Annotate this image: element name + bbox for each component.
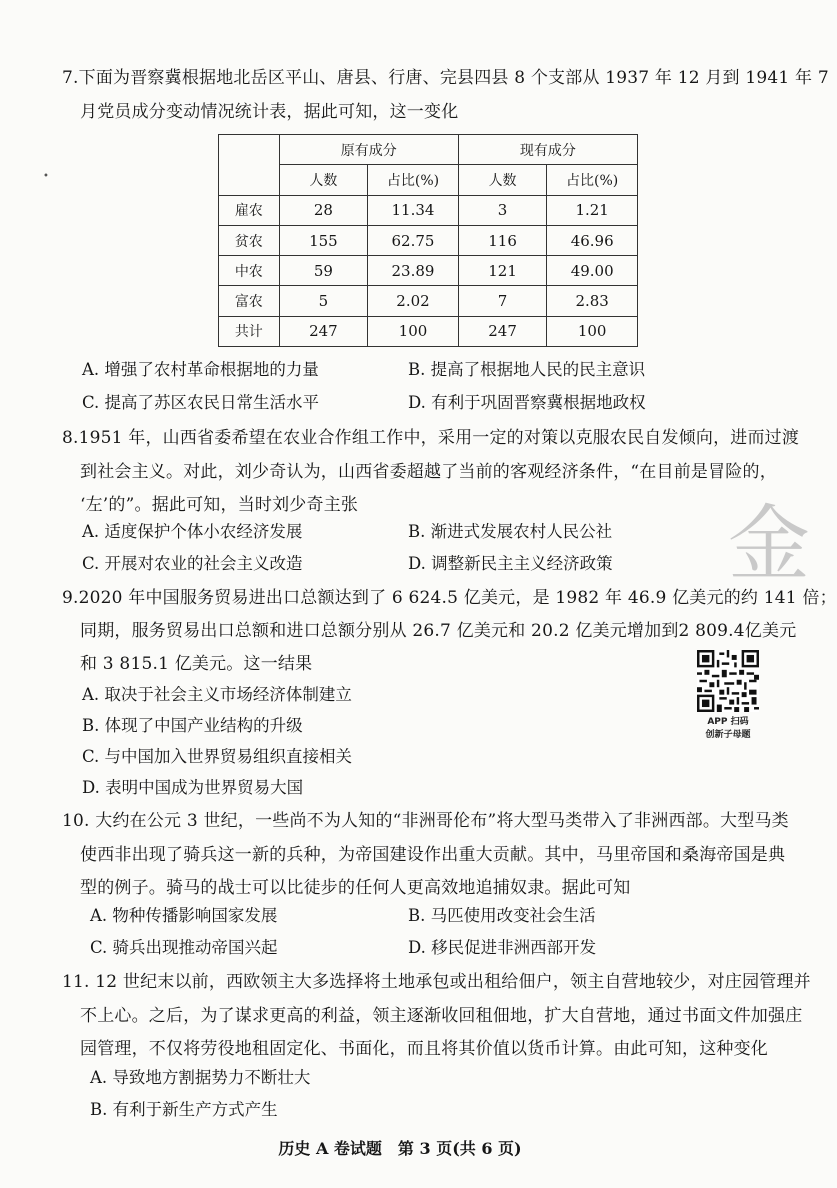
q9-option-d[interactable]: D. 表明中国成为世界贸易大国 [82, 778, 304, 797]
q11-stem-line-1: 11. 12 世纪末以前，西欧领主大多选择将土地承包或出租给佃户，领主自营地较少，对庄园管理并 [62, 972, 811, 992]
cell: 46.96 [547, 225, 638, 255]
row-label: 雇农 [219, 195, 280, 225]
q11-stem-line-2: 不上心。之后，为了谋求更高的利益，领主逐渐收回租佃地，扩大自营地，通过书面文件加强庄 [80, 1006, 803, 1026]
q9-option-c[interactable]: C. 与中国加入世界贸易组织直接相关 [82, 747, 353, 766]
cell: 3 [458, 195, 547, 225]
qr-code-block[interactable] [690, 650, 766, 742]
cell: 23.89 [368, 256, 459, 286]
cell: 100 [547, 316, 638, 346]
cell: 2.02 [368, 286, 459, 316]
q10-stem-line-2: 使西非出现了骑兵这一新的兵种，为帝国建设作出重大贡献。其中，马里帝国和桑海帝国是典 [80, 845, 786, 865]
header-current: 现有成分 [458, 135, 637, 165]
q7-option-a[interactable]: A. 增强了农村革命根据地的力量 [82, 360, 319, 379]
qr-code-icon[interactable] [697, 650, 759, 712]
q11-stem-line-3: 园管理，不仅将劳役地租固定化、书面化，而且将其价值以货币计算。由此可知，这种变化 [80, 1039, 768, 1059]
cell: 247 [458, 316, 547, 346]
row-label: 中农 [219, 256, 280, 286]
q9-stem-line-2: 同期，服务贸易出口总额和进口总额分别从 26.7 亿美元和 20.2 亿美元增加到2 809.4亿美元 [80, 621, 797, 641]
q7-stem-line-1: 7.下面为晋察冀根据地北岳区平山、唐县、行唐、完县四县 8 个支部从 1937 年 12 月到 1941 年 7 [62, 68, 829, 88]
row-label: 共计 [219, 316, 280, 346]
cell: 1.21 [547, 195, 638, 225]
cell: 5 [279, 286, 368, 316]
q11-option-b[interactable]: B. 有利于新生产方式产生 [90, 1100, 278, 1119]
table-corner-cell [219, 135, 280, 196]
q8-option-d[interactable]: D. 调整新民主主义经济政策 [408, 554, 613, 573]
q7-option-d[interactable]: D. 有利于巩固晋察冀根据地政权 [408, 393, 646, 412]
cell: 247 [279, 316, 368, 346]
cell: 155 [279, 225, 368, 255]
q7-option-c[interactable]: C. 提高了苏区农民日常生活水平 [82, 393, 320, 412]
q8-option-c[interactable]: C. 开展对农业的社会主义改造 [82, 554, 303, 573]
subheader-ratio-original: 占比(%) [368, 165, 459, 195]
row-label: 富农 [219, 286, 280, 316]
page-footer: 历史 A 卷试题 第 3 页(共 6 页) [278, 1139, 522, 1158]
subheader-count-current: 人数 [458, 165, 547, 195]
scan-speck: • [43, 171, 49, 182]
row-label: 贫农 [219, 225, 280, 255]
q7-option-b[interactable]: B. 提高了根据地人民的民主意识 [408, 360, 646, 379]
q10-option-b[interactable]: B. 马匹使用改变社会生活 [408, 906, 596, 925]
cell: 11.34 [368, 195, 459, 225]
table-row [219, 195, 638, 225]
q10-option-c[interactable]: C. 骑兵出现推动帝国兴起 [90, 938, 278, 957]
q8-option-b[interactable]: B. 渐进式发展农村人民公社 [408, 522, 613, 541]
subheader-count-original: 人数 [279, 165, 368, 195]
qr-caption-1: APP 扫码 [707, 717, 749, 727]
table-row [219, 316, 638, 346]
header-original: 原有成分 [279, 135, 458, 165]
q9-stem-line-1: 9.2020 年中国服务贸易进出口总额达到了 6 624.5 亿美元，是 1982 年 46.9 亿美元的约 141 倍； [62, 588, 837, 608]
qr-caption-2: 创新子母题 [705, 730, 751, 740]
cell: 100 [368, 316, 459, 346]
cell: 62.75 [368, 225, 459, 255]
cell: 2.83 [547, 286, 638, 316]
q9-stem-line-3: 和 3 815.1 亿美元。这一结果 [80, 654, 313, 674]
q10-option-d[interactable]: D. 移民促进非洲西部开发 [408, 938, 597, 957]
q8-stem-line-1: 8.1951 年，山西省委希望在农业合作组工作中，采用一定的对策以克服农民自发倾向，进而过渡 [62, 428, 800, 448]
cell: 49.00 [547, 256, 638, 286]
q8-stem-line-3: ‘左’的”。据此可知，当时刘少奇主张 [80, 495, 359, 515]
q9-option-b[interactable]: B. 体现了中国产业结构的升级 [82, 716, 303, 735]
watermark-glyph: 金 [728, 497, 811, 592]
q7-stem-line-2: 月党员成分变动情况统计表，据此可知，这一变化 [80, 102, 459, 122]
cell: 7 [458, 286, 547, 316]
q9-option-a[interactable]: A. 取决于社会主义市场经济体制建立 [82, 685, 352, 704]
q10-stem-line-1: 10. 大约在公元 3 世纪，一些尚不为人知的“非洲哥伦布”将大型马类带入了非洲西部。大型马类 [62, 811, 789, 831]
q10-option-a[interactable]: A. 物种传播影响国家发展 [90, 906, 278, 925]
q11-option-a[interactable]: A. 导致地方割据势力不断壮大 [90, 1068, 311, 1087]
q8-stem-line-2: 到社会主义。对此，刘少奇认为，山西省委超越了当前的客观经济条件，“在目前是冒险的， [80, 462, 777, 482]
table-row [219, 256, 638, 286]
party-member-composition-table [218, 134, 638, 347]
cell: 28 [279, 195, 368, 225]
cell: 116 [458, 225, 547, 255]
q10-stem-line-3: 型的例子。骑马的战士可以比徒步的任何人更高效地追捕奴隶。据此可知 [80, 878, 631, 898]
table-row [219, 225, 638, 255]
cell: 121 [458, 256, 547, 286]
q8-option-a[interactable]: A. 适度保护个体小农经济发展 [82, 522, 303, 541]
subheader-ratio-current: 占比(%) [547, 165, 638, 195]
cell: 59 [279, 256, 368, 286]
table-row [219, 286, 638, 316]
